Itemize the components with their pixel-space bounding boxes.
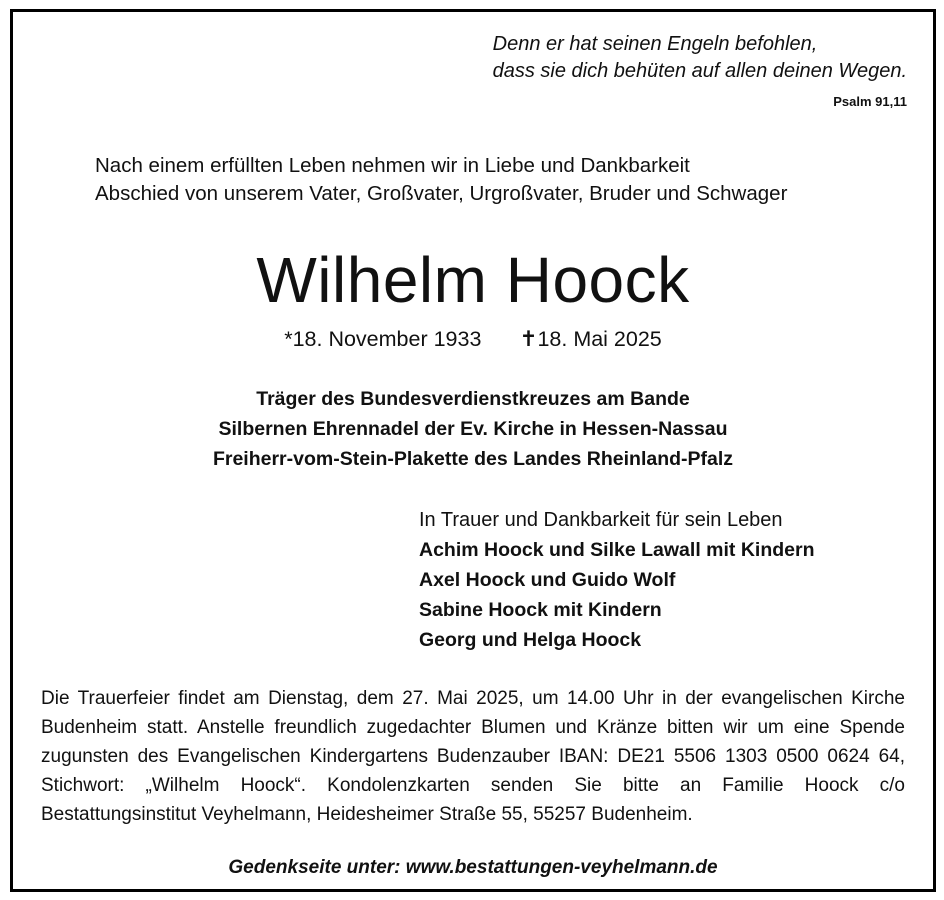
- honors-list: [13, 384, 933, 474]
- honor-item: Freiherr-vom-Stein-Plakette des Landes Rheinland-Pfalz: [212, 448, 734, 470]
- death-date: ✝18. Mai 2025: [519, 327, 662, 351]
- memorial-page-link[interactable]: Gedenkseite unter: www.bestattungen-veyhelmann.de: [228, 857, 718, 878]
- honor-item: Träger des Bundesverdienstkreuzes am Bande: [256, 388, 690, 410]
- obituary-notice: [10, 9, 936, 892]
- mourners-block: [419, 505, 814, 655]
- psalm-quote: [493, 31, 907, 85]
- psalm-reference: Psalm 91,11: [833, 94, 907, 109]
- intro-text: [95, 152, 787, 208]
- honor-item: Silbernen Ehrennadel der Ev. Kirche in Hessen-Nassau: [218, 418, 728, 440]
- intro-line: Abschied von unserem Vater, Großvater, Urgroßvater, Bruder und Schwager: [95, 182, 788, 205]
- mourner-name: Sabine Hoock mit Kindern: [419, 599, 662, 621]
- mourner-name: Axel Hoock und Guido Wolf: [419, 569, 676, 591]
- psalm-line: Denn er hat seinen Engeln befohlen,: [492, 33, 818, 55]
- intro-line: Nach einem erfüllten Leben nehmen wir in Liebe und Dankbarkeit: [95, 154, 690, 177]
- psalm-line: dass sie dich behüten auf allen deinen Wegen.: [492, 60, 907, 82]
- mourner-name: Georg und Helga Hoock: [419, 629, 642, 651]
- birth-date: *18. November 1933: [284, 327, 482, 351]
- deceased-name: Wilhelm Hoock: [256, 244, 690, 316]
- funeral-notice-text: Die Trauerfeier findet am Dienstag, dem 27. Mai 2025, um 14.00 Uhr in der evangelischen Kirche Budenheim statt. Anstelle freundlich zugedachter Blumen und Kränze bitten wir um eine Spende zugunsten des Evangelischen Kindergartens Budenzauber IBAN: DE21 5506 1303 0500 0624 64, Stichwort: „Wilhelm Hoock“. Kondolenzkarten senden Sie bitte an Familie Hoock c/o Bestattungsinstitut Veyhelmann, Heidesheimer Straße 55, 55257 Budenheim.: [41, 688, 905, 825]
- mourners-heading: In Trauer und Dankbarkeit für sein Leben: [419, 509, 783, 531]
- life-dates: [13, 324, 933, 354]
- mourner-name: Achim Hoock und Silke Lawall mit Kindern: [419, 539, 815, 561]
